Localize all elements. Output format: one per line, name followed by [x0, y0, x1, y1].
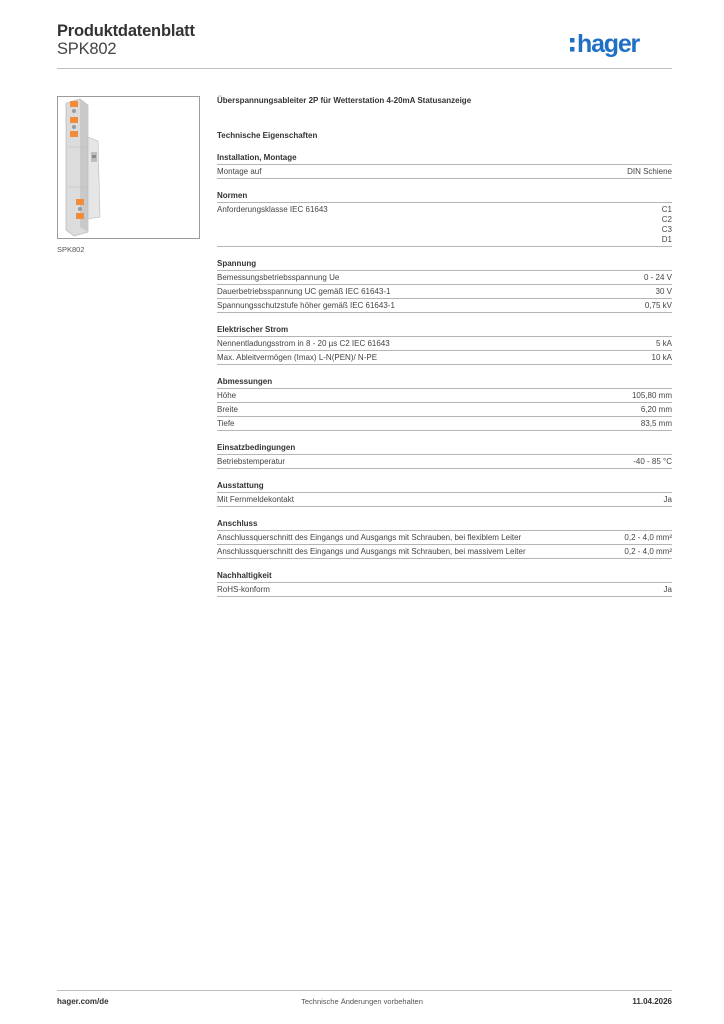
terminal-top-2 — [70, 117, 78, 123]
section-title: Anschluss — [217, 519, 672, 531]
spec-row — [217, 583, 672, 597]
spec-value: 0,2 - 4,0 mm² — [624, 547, 672, 556]
surge-protector-illustration — [58, 97, 199, 238]
spec-value: 5 kA — [655, 339, 672, 348]
spec-row — [217, 493, 672, 507]
spec-section — [217, 191, 672, 247]
spec-value: DIN Schiene — [627, 167, 672, 176]
spec-section — [217, 153, 672, 179]
spec-row — [217, 271, 672, 285]
spec-section — [217, 259, 672, 313]
spec-value: C1 — [661, 205, 672, 214]
spec-row — [217, 389, 672, 403]
spec-row — [217, 351, 672, 365]
image-caption: SPK802 — [57, 245, 85, 254]
spec-label: Nennentladungsstrom in 8 - 20 µs C2 IEC 61643 — [217, 339, 390, 348]
spec-label: Dauerbetriebsspannung UC gemäß IEC 61643-1 — [217, 287, 391, 296]
spec-row — [217, 165, 672, 179]
product-description: Überspannungsableiter 2P für Wetterstation 4-20mA Statusanzeige — [217, 96, 472, 105]
spec-label: Mit Fernmeldekontakt — [217, 495, 294, 504]
document-title: Produktdatenblatt — [57, 22, 195, 40]
spec-row — [217, 337, 672, 351]
section-title: Ausstattung — [217, 481, 672, 493]
product-image — [57, 96, 200, 239]
spec-label: Tiefe — [217, 419, 235, 428]
footer-notice: Technische Änderungen vorbehalten — [301, 997, 423, 1006]
spec-value: 6,20 mm — [640, 405, 672, 414]
spec-label: Höhe — [217, 391, 237, 400]
terminal-top-3 — [70, 131, 78, 137]
section-title: Normen — [217, 191, 672, 203]
spec-label: Bemessungsbetriebsspannung Ue — [217, 273, 340, 282]
spec-value: -40 - 85 °C — [633, 457, 672, 466]
technical-data — [217, 96, 672, 597]
footer-website: hager.com/de — [57, 997, 109, 1006]
spec-section — [217, 325, 672, 365]
spec-row — [217, 545, 672, 559]
spec-label: Montage auf — [217, 167, 262, 176]
section-title: Spannung — [217, 259, 672, 271]
spec-label: Betriebstemperatur — [217, 457, 286, 466]
spec-label: Max. Ableitvermögen (Imax) L-N(PEN)/ N-PE — [217, 353, 378, 362]
section-title: Installation, Montage — [217, 153, 672, 165]
hager-logo — [568, 28, 672, 62]
spec-value: 83,5 mm — [640, 419, 672, 428]
spec-value-list — [662, 205, 672, 245]
spec-section — [217, 443, 672, 469]
spec-row — [217, 403, 672, 417]
spec-label: Breite — [217, 405, 238, 414]
spec-row — [217, 417, 672, 431]
spec-section — [217, 377, 672, 431]
footer-divider — [57, 990, 672, 991]
spec-value: 0,75 kV — [644, 301, 672, 310]
spec-value: 30 V — [655, 287, 672, 296]
logo-text: hager — [577, 30, 640, 58]
spec-label: Anschlussquerschnitt des Eingangs und Ausgangs mit Schrauben, bei massivem Leiter — [217, 547, 526, 556]
spec-row — [217, 203, 672, 247]
section-title: Nachhaltigkeit — [217, 571, 672, 583]
spec-value: Ja — [663, 495, 672, 504]
spec-value: 0 - 24 V — [643, 273, 672, 282]
spec-value: C2 — [661, 215, 672, 224]
document-subtitle: SPK802 — [57, 40, 117, 58]
terminal-bottom-2 — [76, 213, 84, 219]
footer-date: 11.04.2026 — [632, 997, 672, 1006]
spec-section — [217, 519, 672, 559]
technical-heading: Technische Eigenschaften — [217, 131, 318, 140]
spec-section — [217, 571, 672, 597]
terminal-top-1 — [70, 101, 78, 107]
spec-row — [217, 285, 672, 299]
spec-label: Spannungsschutzstufe höher gemäß IEC 61643-1 — [217, 301, 395, 310]
spec-value: D1 — [661, 235, 672, 244]
terminal-bottom-1 — [76, 199, 84, 205]
spec-value: C3 — [661, 225, 672, 234]
page-header — [57, 22, 672, 70]
spec-sections — [217, 153, 672, 597]
spec-value: 10 kA — [651, 353, 672, 362]
spec-label: RoHS-konform — [217, 585, 270, 594]
spec-value: 105,80 mm — [631, 391, 672, 400]
spec-row — [217, 299, 672, 313]
spec-value: 0,2 - 4,0 mm² — [624, 533, 672, 542]
spec-value: Ja — [663, 585, 672, 594]
spec-section — [217, 481, 672, 507]
header-divider — [57, 68, 672, 69]
spec-row — [217, 455, 672, 469]
spec-label: Anschlussquerschnitt des Eingangs und Ausgangs mit Schrauben, bei flexiblem Leiter — [217, 533, 522, 542]
section-title: Elektrischer Strom — [217, 325, 672, 337]
section-title: Einsatzbedingungen — [217, 443, 672, 455]
spec-row — [217, 531, 672, 545]
spec-label: Anforderungsklasse IEC 61643 — [217, 205, 328, 214]
section-title: Abmessungen — [217, 377, 672, 389]
